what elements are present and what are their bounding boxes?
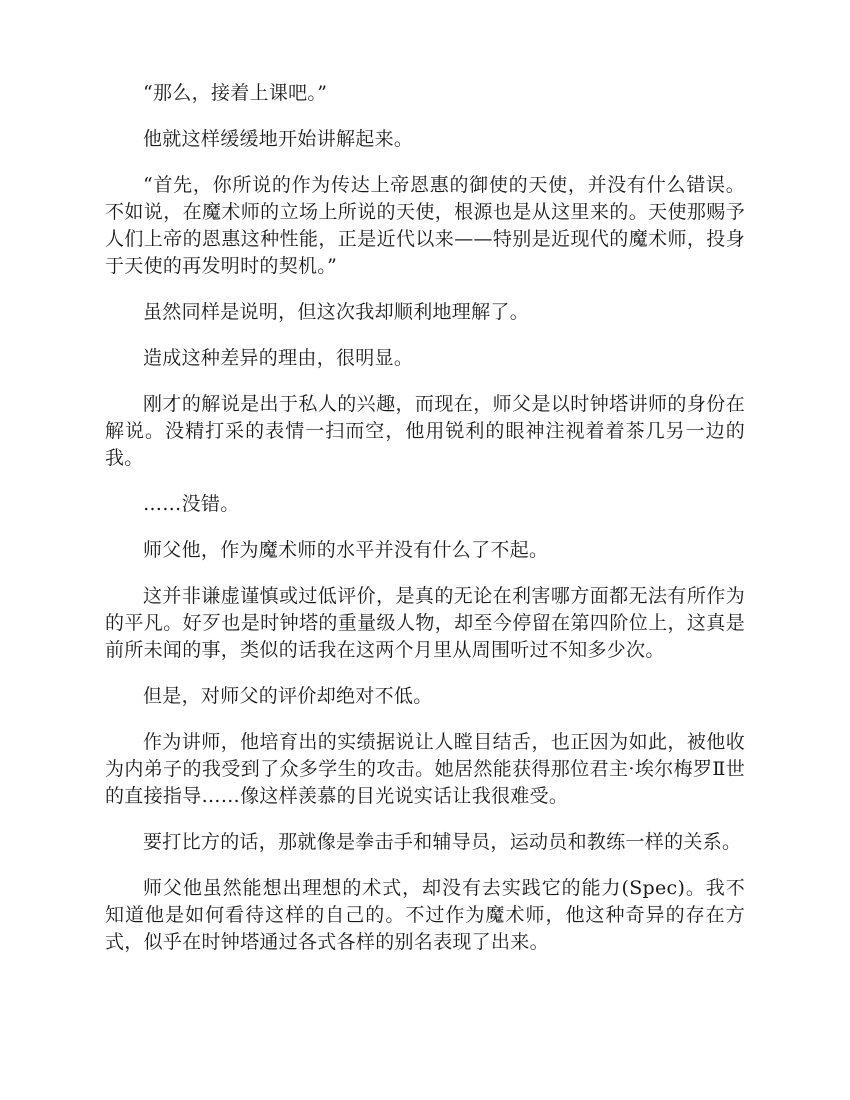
- text-body: [105, 80, 745, 975]
- paragraph-10: 但是，对师父的评价却绝对不低。: [143, 685, 433, 707]
- paragraph-5: 造成这种差异的理由，很明显。: [143, 347, 414, 369]
- paragraph-1: “那么，接着上课吧。”: [143, 82, 328, 104]
- paragraph-12: 要打比方的话，那就像是拳击手和辅导员，运动员和教练一样的关系。: [143, 831, 742, 853]
- paragraph-7: ……没错。: [143, 493, 240, 515]
- paragraph-11: 作为讲师，他培育出的实绩据说让人瞠目结舌，也正因为如此，被他收为内弟子的我受到了众多学生的攻击。她居然能获得那位君主·埃尔梅罗Ⅱ世的直接指导……像这样羡慕的目光说实话让我很难受。: [105, 731, 745, 807]
- paragraph-4: 虽然同样是说明，但这次我却顺利地理解了。: [143, 301, 530, 323]
- paragraph-6: 刚才的解说是出于私人的兴趣，而现在，师父是以时钟塔讲师的身份在解说。没精打采的表情一扫而空，他用锐利的眼神注视着着茶几另一边的我。: [105, 393, 745, 469]
- paragraph-13: 师父他虽然能想出理想的术式，却没有去实践它的能力(Spec)。我不知道他是如何看待这样的自己的。不过作为魔术师，他这种奇异的存在方式，似乎在时钟塔通过各式各样的别名表现了出来。: [105, 877, 745, 953]
- paragraph-3: “首先，你所说的作为传达上帝恩惠的御使的天使，并没有什么错误。不如说，在魔术师的立场上所说的天使，根源也是从这里来的。天使那赐予人们上帝的恩惠这种性能，正是近代以来——特别是近现代的魔术师，投身于天使的再发明时的契机。”: [105, 174, 745, 277]
- paragraph-9: 这并非谦虚谨慎或过低评价，是真的无论在利害哪方面都无法有所作为的平凡。好歹也是时钟塔的重量级人物，却至今停留在第四阶位上，这真是前所未闻的事，类似的话我在这两个月里从周围听过不知多少次。: [105, 585, 745, 661]
- paragraph-2: 他就这样缓缓地开始讲解起来。: [143, 128, 414, 150]
- paragraph-8: 师父他，作为魔术师的水平并没有什么了不起。: [143, 539, 549, 561]
